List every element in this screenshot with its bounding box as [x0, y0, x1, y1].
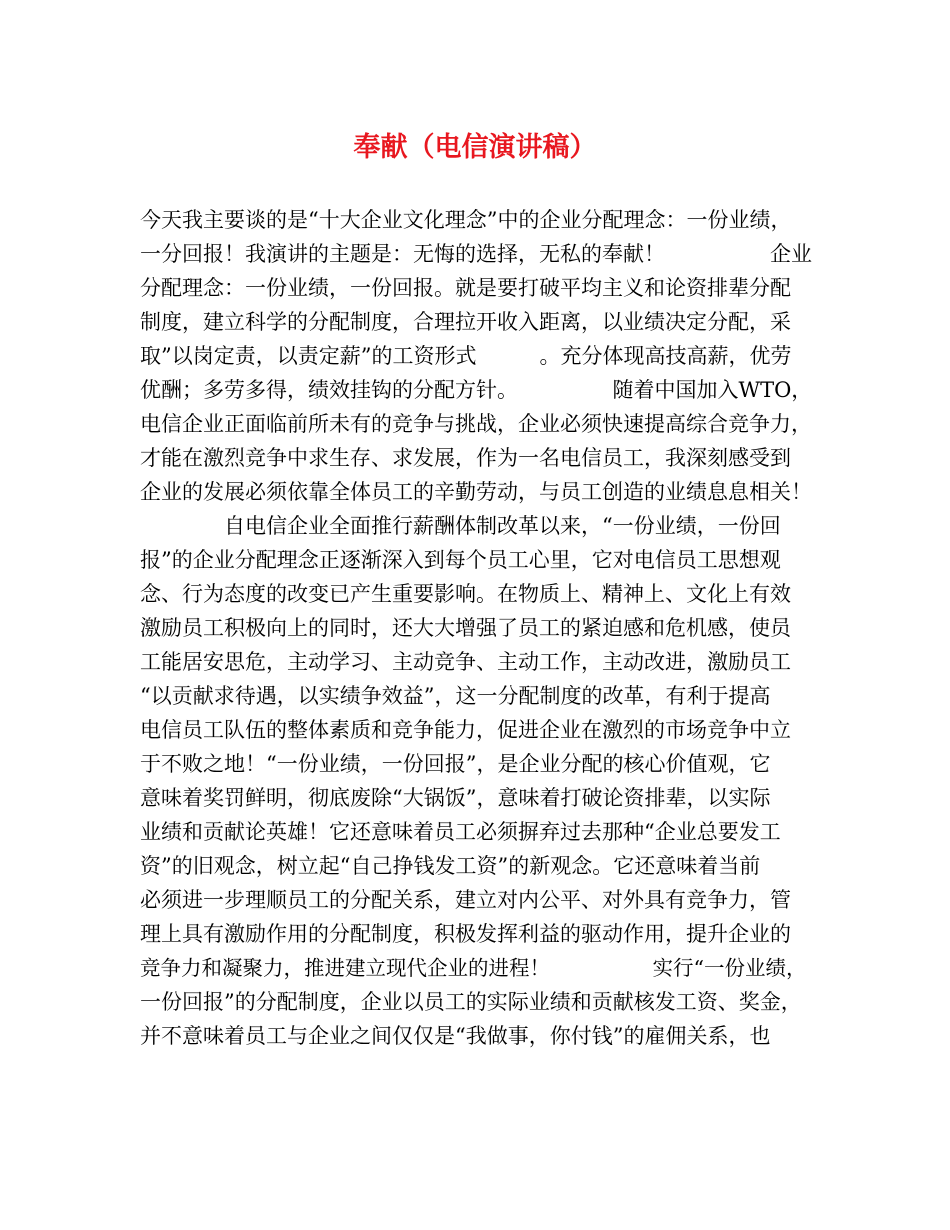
body-line: “以贡献求待遇，以实绩争效益”，这一分配制度的改革，有利于提高 [140, 684, 771, 708]
body-line: 优酬；多劳多得，绩效挂钩的分配方针。 随着中国加入WTO， [140, 378, 813, 402]
body-line: 企业的发展必须依靠全体员工的辛勤劳动，与员工创造的业绩息息相关！ [140, 480, 812, 504]
body-line: 自电信企业全面推行薪酬体制改革以来，“一份业绩，一份回 [140, 514, 781, 538]
body-line: 念、行为态度的改变已产生重要影响。在物质上、精神上、文化上有效 [140, 582, 791, 606]
body-line: 于不败之地！“一份业绩，一份回报”，是企业分配的核心价值观，它 [140, 752, 771, 776]
body-line: 才能在激烈竞争中求生存、求发展，作为一名电信员工，我深刻感受到 [140, 446, 791, 470]
body-line: 分配理念：一份业绩，一份回报。就是要打破平均主义和论资排辈分配 [140, 276, 791, 300]
body-line: 一分回报！我演讲的主题是：无悔的选择，无私的奉献！ 企业 [140, 242, 812, 266]
body-line: 电信员工队伍的整体素质和竞争能力，促进企业在激烈的市场竞争中立 [140, 718, 791, 742]
body-line: 竞争力和凝聚力，推进建立现代企业的进程！ 实行“一份业绩， [140, 956, 807, 980]
body-line: 理上具有激励作用的分配制度，积极发挥利益的驱动作用，提升企业的 [140, 922, 791, 946]
body-line: 工能居安思危，主动学习、主动竞争、主动工作，主动改进，激励员工 [140, 650, 791, 674]
body-line: 并不意味着员工与企业之间仅仅是“我做事，你付钱”的雇佣关系，也 [140, 1024, 771, 1048]
body-line: 取”以岗定责，以责定薪”的工资形式 。充分体现高技高薪，优劳 [140, 344, 792, 368]
body-line: 资”的旧观念，树立起“自己挣钱发工资”的新观念。它还意味着当前 [140, 854, 761, 878]
body-line: 激励员工积极向上的同时，还大大增强了员工的紧迫感和危机感，使员 [140, 616, 791, 640]
document-title: 奉献（电信演讲稿） [353, 132, 597, 163]
body-line: 一份回报”的分配制度，企业以员工的实际业绩和贡献核发工资、奖金， [140, 990, 802, 1014]
body-line: 意味着奖罚鲜明，彻底废除“大锅饭”，意味着打破论资排辈，以实际 [140, 786, 771, 810]
body-line: 必须进一步理顺员工的分配关系，建立对内公平、对外具有竞争力，管 [140, 888, 791, 912]
body-line: 制度，建立科学的分配制度，合理拉开收入距离，以业绩决定分配，采 [140, 310, 791, 334]
body-line: 今天我主要谈的是“十大企业文化理念”中的企业分配理念：一份业绩， [140, 208, 792, 232]
body-line: 报”的企业分配理念正逐渐深入到每个员工心里，它对电信员工思想观 [140, 548, 781, 572]
document-body [140, 203, 820, 1053]
body-line: 业绩和贡献论英雄！它还意味着员工必须摒弃过去那种“企业总要发工 [140, 820, 781, 844]
body-line: 电信企业正面临前所未有的竞争与挑战，企业必须快速提高综合竞争力， [140, 412, 812, 436]
